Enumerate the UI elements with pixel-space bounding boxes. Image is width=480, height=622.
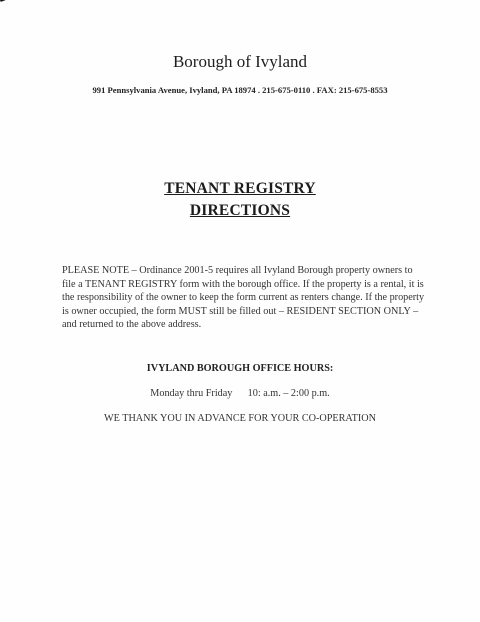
- scan-corner-mark: [0, 0, 10, 8]
- office-hours-days: Monday thru Friday: [150, 388, 233, 399]
- organization-name: Borough of Ivyland: [172, 52, 308, 71]
- office-hours-heading: IVYLAND BOROUGH OFFICE HOURS:: [146, 363, 334, 374]
- notice-paragraph: PLEASE NOTE – Ordinance 2001-5 requires all Ivyland Borough property owners to file a TENANT REGISTRY form with the borough office. If the property is a rental, it is the responsibility of the owner to keep the form current as renters change. If the property is owner occupied, the form MUST still be filled out – RESIDENT SECTION ONLY – and returned to the above address.: [62, 265, 425, 330]
- closing-thanks: WE THANK YOU IN ADVANCE FOR YOUR CO-OPERATION: [104, 413, 376, 424]
- document-title-line-2: DIRECTIONS: [189, 202, 291, 219]
- document-title-line-1: TENANT REGISTRY: [164, 180, 316, 197]
- office-hours-line: [0, 388, 480, 399]
- office-hours-times: 10: a.m. – 2:00 p.m.: [247, 388, 330, 399]
- address-line: 991 Pennsylvania Avenue, Ivyland, PA 18974 . 215-675-0110 . FAX: 215-675-8553: [92, 85, 388, 95]
